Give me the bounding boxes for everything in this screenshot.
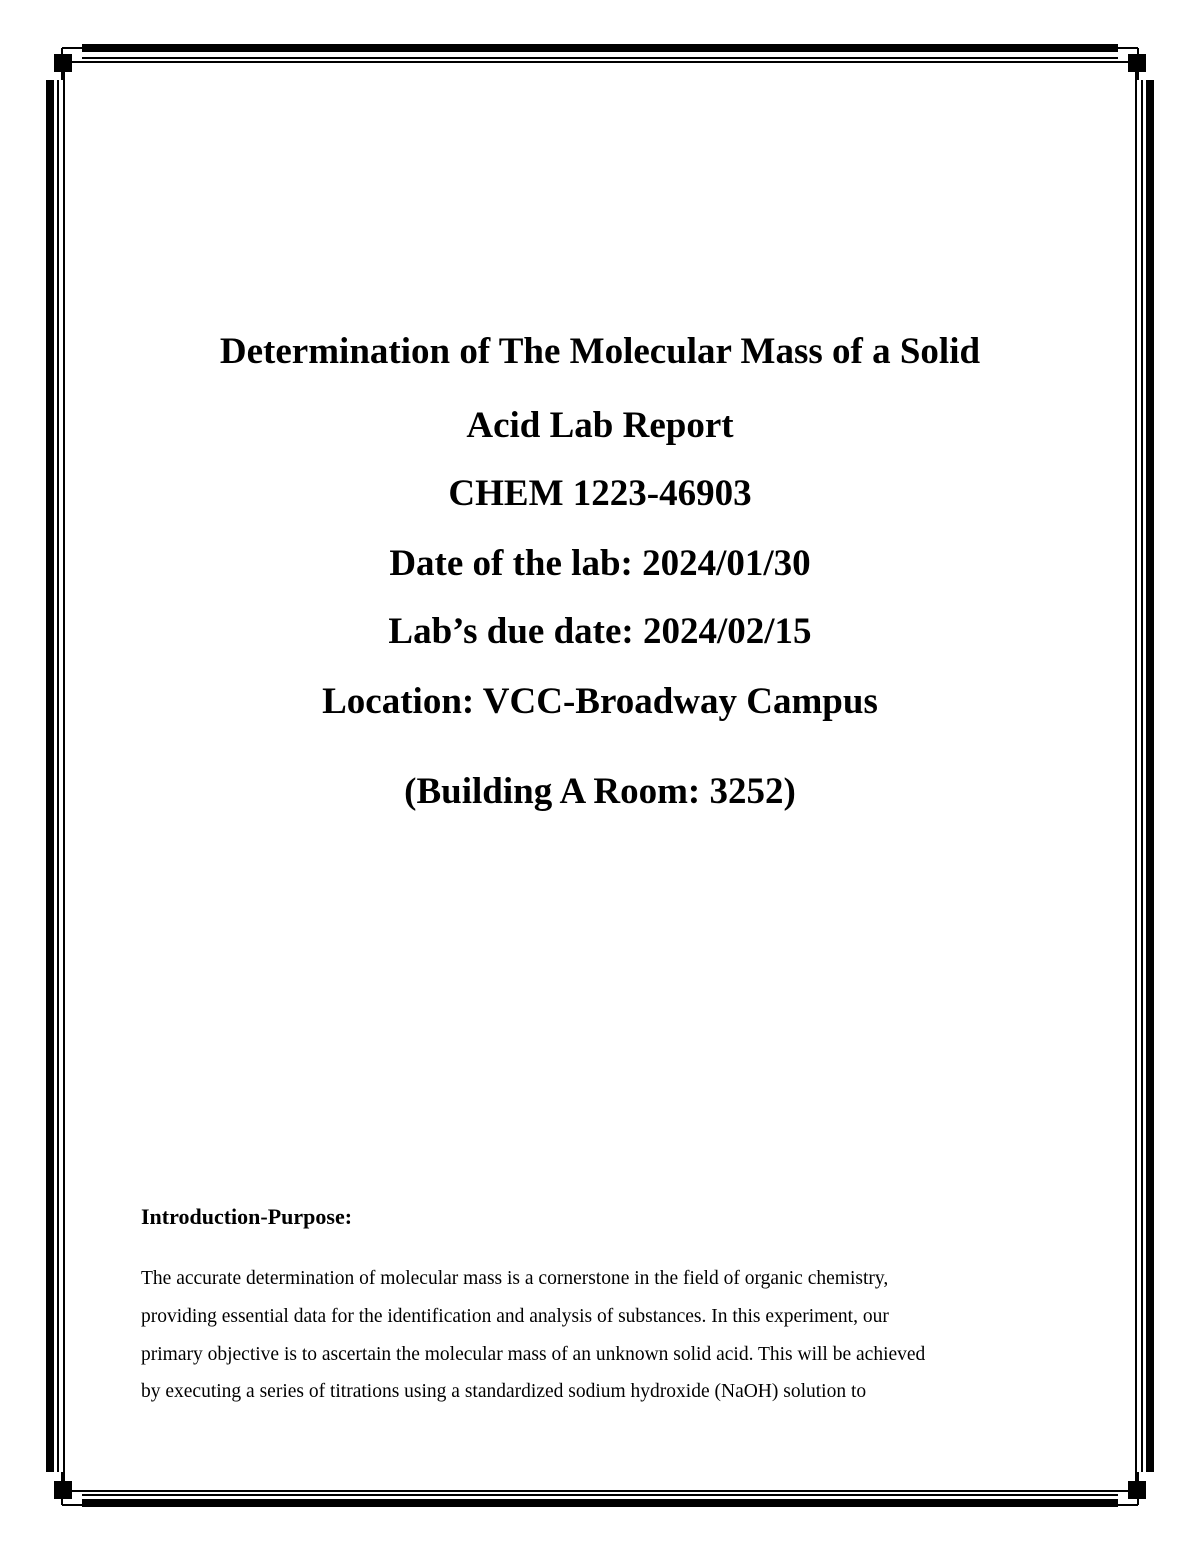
introduction-paragraph-line: The accurate determination of molecular mass is a cornerstone in the field of organic chemistry, <box>141 1268 889 1289</box>
introduction-paragraph-line: by executing a series of titrations using a standardized sodium hydroxide (NaOH) solution to <box>141 1381 867 1402</box>
building-room: (Building A Room: 3252) <box>404 771 796 812</box>
location: Location: VCC-Broadway Campus <box>322 681 878 722</box>
introduction-paragraph-line: providing essential data for the identification and analysis of substances. In this experiment, our <box>141 1306 889 1327</box>
introduction-paragraph-line: primary objective is to ascertain the molecular mass of an unknown solid acid. This will be achieved <box>141 1344 926 1365</box>
report-title-line-1: Determination of The Molecular Mass of a Solid <box>219 331 981 372</box>
lab-date: Date of the lab: 2024/01/30 <box>389 543 811 584</box>
introduction-heading: Introduction-Purpose: <box>141 1204 353 1229</box>
course-code: CHEM 1223-46903 <box>448 473 752 514</box>
due-date: Lab’s due date: 2024/02/15 <box>388 611 812 652</box>
report-title-line-2: Acid Lab Report <box>466 405 734 446</box>
